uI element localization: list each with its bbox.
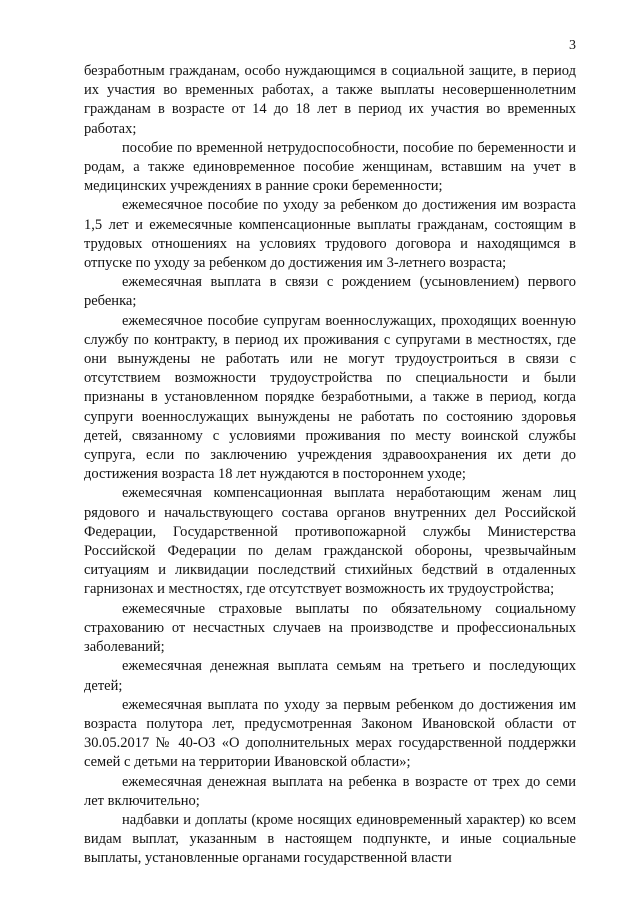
paragraph-insurance-payments: ежемесячные страховые выплаты по обязательному социальному страхованию от несчастных случаев на производстве и профессиональных заболеваний; xyxy=(84,600,576,656)
paragraph-unemployed-payments: безработным гражданам, особо нуждающимся в социальной защите, в период их участия во временных работах, а также выплаты несовершеннолетним гражданам в возрасте от 14 до 18 лет в период их участия во временных работах; xyxy=(84,63,576,137)
paragraph-compensation-wives: ежемесячная компенсационная выплата неработающим женам лиц рядового и начальствующего состава органов внутренних дел Российской Федерации, Государственной противопожарной службы Министерства Российской Федерации по делам гражданской обороны, чрезвычайным ситуациям и ликвидации последствий стихийных бедствий в отдаленных гарнизонах и местностях, где отсутствует возможность их трудоустройства; xyxy=(84,485,576,598)
paragraph-sick-leave-allowance: пособие по временной нетрудоспособности, пособие по беременности и родам, а также единовременное пособие женщинам, вставшим на учет в медицинских учреждениях в ранние сроки беременности; xyxy=(84,139,576,195)
paragraph-child-3-7-payment: ежемесячная денежная выплата на ребенка в возрасте от трех до семи лет включительно; xyxy=(84,773,576,809)
paragraph-military-spouse-allowance: ежемесячное пособие супругам военнослужащих, проходящих военную службу по контракту, в период их проживания с супругами в местностях, где они вынуждены не работать или не могут трудоустроиться в связи с отсутствием возможности трудоустройства по специальности и были признаны в установленном порядке безработными, а также в период, когда супруги военнослужащих вынуждены не работать по состоянию здоровья детей, связанному с условиями проживания по месту воинской службы супруга, если по заключению учреждения здравоохранения их дети до достижения возраста 18 лет нуждаются в постороннем уходе; xyxy=(84,312,576,483)
paragraph-supplements: надбавки и доплаты (кроме носящих единовременный характер) ко всем видам выплат, указанным в настоящем подпункте, и иные социальные выплаты, установленные органами государственной власти xyxy=(84,811,576,867)
document-body xyxy=(84,62,576,869)
paragraph-first-child-payment: ежемесячная выплата в связи с рождением (усыновлением) первого ребенка; xyxy=(84,274,576,310)
page-number: 3 xyxy=(569,38,576,53)
paragraph-third-child-payment: ежемесячная денежная выплата семьям на третьего и последующих детей; xyxy=(84,658,576,694)
paragraph-first-child-care-payment: ежемесячная выплата по уходу за первым ребенком до достижения им возраста полутора лет, предусмотренная Законом Ивановской области от 30.05.2017 № 40-ОЗ «О дополнительных мерах государственной поддержки семей с детьми на территории Ивановской области»; xyxy=(84,696,576,771)
paragraph-childcare-allowance: ежемесячное пособие по уходу за ребенком до достижения им возраста 1,5 лет и ежемесячные компенсационные выплаты гражданам, состоящим в трудовых отношениях на условиях трудового договора и находящимся в отпуске по уходу за ребенком до достижения им 3-летнего возраста; xyxy=(84,197,576,272)
